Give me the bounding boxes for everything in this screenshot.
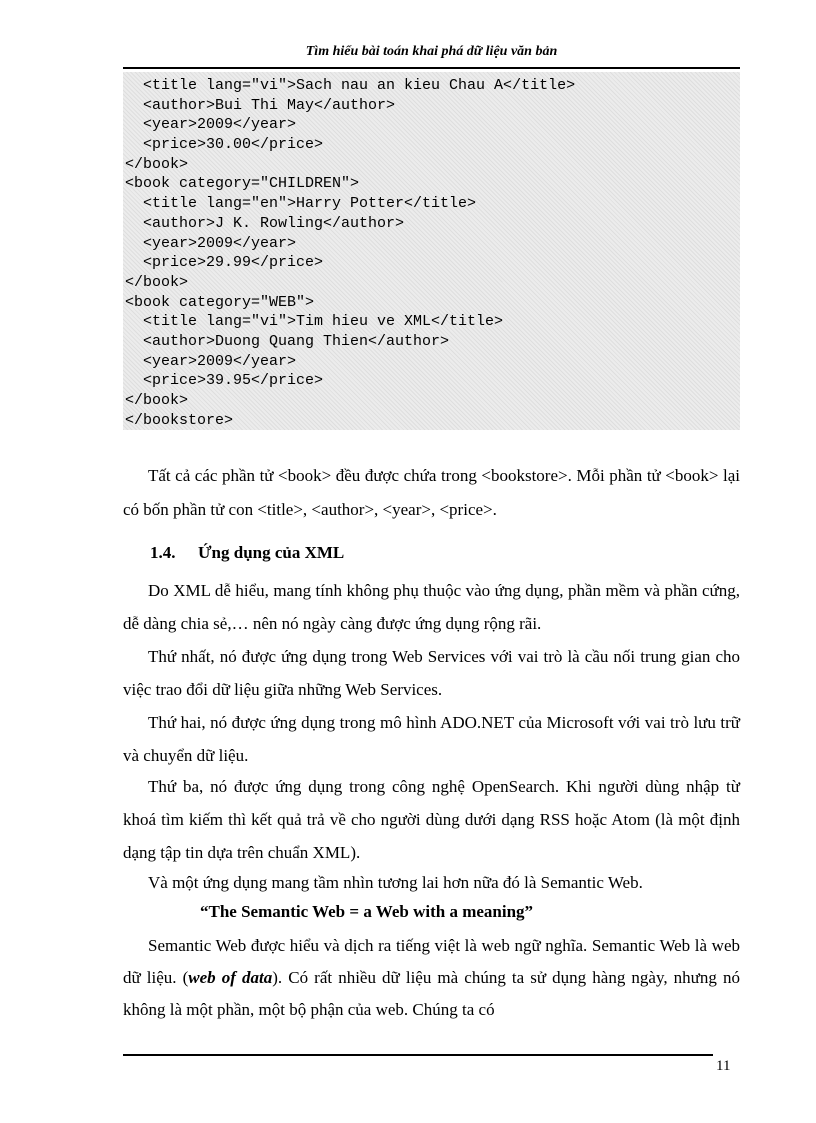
code-line: <book category="CHILDREN"> [125,175,360,193]
code-line: </book> [125,273,189,291]
code-line: <title lang="vi">Tim hieu ve XML</title> [125,313,504,331]
code-line: <title lang="en">Harry Potter</title> [125,195,477,213]
paragraph-semantic-web-definition [123,930,740,1026]
code-line: <year>2009</year> [125,116,297,134]
paragraph-intro: Do XML dễ hiểu, mang tính không phụ thuộc vào ứng dụng, phần mềm và phần cứng, dễ dàng chia sẻ,… nên nó ngày càng được ứng dụng rộng rãi. [123,581,740,633]
code-line: <price>29.99</price> [125,254,324,272]
section-title: Ứng dụng của XML [198,543,345,562]
footer-rule [123,1054,713,1056]
running-header: Tìm hiểu bài toán khai phá dữ liệu văn bản [305,44,558,59]
header-rule [123,67,740,69]
xml-code-block [123,72,740,430]
paragraph-semantic-web: Và một ứng dụng mang tầm nhìn tương lai hơn nữa đó là Semantic Web. [148,873,643,892]
paragraph-second-use: Thứ hai, nó được ứng dụng trong mô hình ADO.NET của Microsoft với vai trò lưu trữ và chuyển dữ liệu. [123,713,740,765]
code-line: <year>2009</year> [125,352,297,370]
code-line: <price>30.00</price> [125,136,324,154]
code-line: <book category="WEB"> [125,293,315,311]
quote-semantic-web: “The Semantic Web = a Web with a meaning” [200,902,534,921]
para7-text-after: ). Có rất nhiều dữ liệu mà chúng ta sử dụng hàng ngày, nhưng nó không là một phần, một bộ phận của web. Chúng ta có [123,968,740,1019]
code-line: <year>2009</year> [125,234,297,252]
code-line: <price>39.95</price> [125,372,324,390]
code-line: </book> [125,155,189,173]
code-line: <author>J K. Rowling</author> [125,214,405,232]
para7-emphasis: web of data [188,968,273,987]
code-line: </book> [125,392,189,409]
code-line: </bookstore> [125,411,234,429]
paragraph-book-elements: Tất cả các phần tử <book> đều được chứa trong <bookstore>. Mỗi phần tử <book> lại có bốn phần tử con <title>, <author>, <year>, <price>. [123,466,740,519]
code-line: <author>Duong Quang Thien</author> [125,332,450,350]
code-line: <author>Bui Thi May</author> [125,96,396,114]
page-number: 11 [716,1058,731,1074]
para7-text-before: Semantic Web được hiểu và dịch ra tiếng việt là web ngữ nghĩa. Semantic Web là web dữ liệu. ( [123,936,740,987]
code-line: <title lang="vi">Sach nau an kieu Chau A</title> [125,77,576,94]
paragraph-first-use: Thứ nhất, nó được ứng dụng trong Web Services với vai trò là cầu nối trung gian cho việc trao đổi dữ liệu giữa những Web Services. [123,647,740,699]
section-heading [150,543,344,563]
section-number: 1.4. [150,543,176,562]
paragraph-third-use: Thứ ba, nó được ứng dụng trong công nghệ OpenSearch. Khi người dùng nhập từ khoá tìm kiếm thì kết quả trả về cho người dùng dưới dạng RSS hoặc Atom (là một định dạng tập tin dựa trên chuẩn XML). [123,777,740,862]
